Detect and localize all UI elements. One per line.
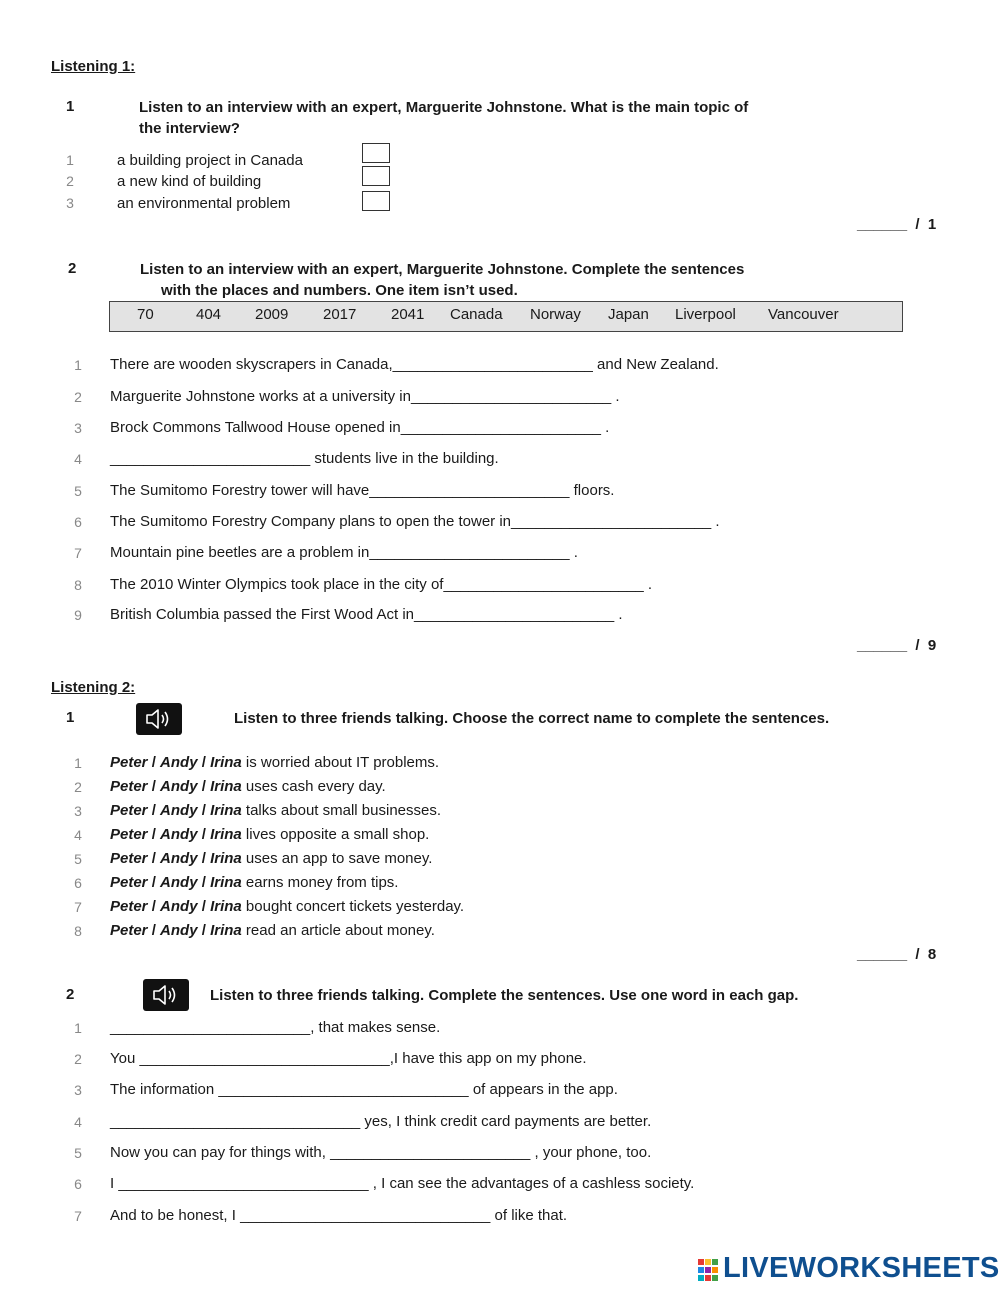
item-number: 7 — [74, 545, 82, 561]
gap-sentence[interactable]: ______________________________ yes, I think credit card payments are better. — [110, 1113, 652, 1130]
word-bank-item: Norway — [530, 306, 581, 323]
word-bank-item: 404 — [196, 306, 222, 323]
sentence-text: talks about small businesses. — [241, 802, 442, 819]
item-number: 5 — [74, 851, 82, 867]
option-number: 1 — [66, 152, 74, 168]
item-number: 5 — [74, 483, 82, 499]
option-text: an environmental problem — [117, 195, 291, 212]
choice-peter[interactable]: Peter — [110, 754, 148, 771]
item-number: 8 — [74, 577, 82, 593]
word-bank-item: Canada — [450, 306, 503, 323]
choice-irina[interactable]: Irina — [210, 754, 242, 771]
choice-separator: / — [147, 778, 161, 795]
choice-andy[interactable]: Andy — [160, 754, 198, 771]
answer-checkbox[interactable] — [362, 143, 390, 163]
choice-irina[interactable]: Irina — [210, 874, 242, 891]
item-number: 3 — [74, 420, 82, 436]
gap-sentence[interactable]: The information ______________________________ of appears in the app. — [110, 1081, 618, 1098]
option-text: a building project in Canada — [117, 152, 303, 169]
choice-separator: / — [197, 922, 211, 939]
question-instruction: Listen to an interview with an expert, Marguerite Johnstone. What is the main topic of — [139, 99, 749, 116]
item-number: 4 — [74, 451, 82, 467]
gap-sentence[interactable]: The Sumitomo Forestry Company plans to open the tower in________________________ . — [110, 513, 720, 530]
choice-separator: / — [197, 802, 211, 819]
word-bank-item: Liverpool — [675, 306, 736, 323]
choice-andy[interactable]: Andy — [160, 898, 198, 915]
question-number: 1 — [66, 709, 75, 726]
item-number: 4 — [74, 1114, 82, 1130]
word-bank-item: 2017 — [323, 306, 357, 323]
item-number: 9 — [74, 607, 82, 623]
choice-peter[interactable]: Peter — [110, 850, 148, 867]
question-instruction: Listen to an interview with an expert, Marguerite Johnstone. Complete the sentences — [140, 261, 745, 278]
item-number: 1 — [74, 755, 82, 771]
choice-peter[interactable]: Peter — [110, 826, 148, 843]
item-number: 5 — [74, 1145, 82, 1161]
gap-sentence[interactable]: And to be honest, I ______________________________ of like that. — [110, 1207, 568, 1224]
word-bank-item: 2009 — [255, 306, 289, 323]
choice-andy[interactable]: Andy — [160, 850, 198, 867]
question-instruction-cont: with the places and numbers. One item isn’t used. — [161, 282, 518, 299]
choice-separator: / — [197, 754, 211, 771]
choice-peter[interactable]: Peter — [110, 802, 148, 819]
choice-separator: / — [197, 778, 211, 795]
listening-2-heading: Listening 2: — [51, 679, 136, 696]
choice-separator: / — [197, 898, 211, 915]
sentence-text: uses cash every day. — [241, 778, 386, 795]
choice-separator: / — [197, 874, 211, 891]
question-instruction-cont: the interview? — [139, 120, 240, 137]
choice-peter[interactable]: Peter — [110, 874, 148, 891]
choice-separator: / — [147, 898, 161, 915]
choice-separator: / — [147, 826, 161, 843]
item-number: 7 — [74, 1208, 82, 1224]
score-field[interactable]: ______ / 9 — [857, 637, 937, 654]
option-text: a new kind of building — [117, 173, 262, 190]
question-number: 2 — [68, 260, 77, 277]
choice-andy[interactable]: Andy — [160, 922, 198, 939]
item-number: 1 — [74, 357, 82, 373]
choice-separator: / — [147, 874, 161, 891]
item-number: 1 — [74, 1020, 82, 1036]
choice-irina[interactable]: Irina — [210, 898, 242, 915]
gap-sentence[interactable]: The 2010 Winter Olympics took place in the city of________________________ . — [110, 576, 653, 593]
sentence-text: bought concert tickets yesterday. — [241, 898, 465, 915]
choice-separator: / — [147, 922, 161, 939]
word-bank-item: 70 — [137, 306, 154, 323]
logo-text: LIVEWORKSHEETS — [723, 1252, 1000, 1284]
sentence-text: lives opposite a small shop. — [241, 826, 430, 843]
item-number: 8 — [74, 923, 82, 939]
gap-sentence[interactable]: Now you can pay for things with, ________________________ , your phone, too. — [110, 1144, 652, 1161]
speaker-icon — [151, 983, 181, 1007]
audio-play-button[interactable] — [136, 703, 182, 735]
choice-sentence — [110, 754, 439, 771]
choice-sentence — [110, 826, 429, 843]
choice-sentence — [110, 850, 432, 867]
item-number: 4 — [74, 827, 82, 843]
choice-separator: / — [147, 850, 161, 867]
sentence-text: read an article about money. — [241, 922, 435, 939]
choice-sentence — [110, 778, 386, 795]
option-number: 2 — [66, 173, 74, 189]
sentence-text: uses an app to save money. — [241, 850, 433, 867]
word-bank-item: Vancouver — [768, 306, 839, 323]
choice-irina[interactable]: Irina — [210, 778, 242, 795]
item-number: 2 — [74, 389, 82, 405]
choice-peter[interactable]: Peter — [110, 898, 148, 915]
item-number: 3 — [74, 803, 82, 819]
gap-sentence[interactable]: ________________________ students live in the building. — [110, 450, 499, 467]
gap-sentence[interactable]: Mountain pine beetles are a problem in________________________ . — [110, 544, 578, 561]
gap-sentence[interactable]: You ______________________________,I have this app on my phone. — [110, 1050, 587, 1067]
item-number: 6 — [74, 514, 82, 530]
question-number: 2 — [66, 986, 75, 1003]
speaker-icon — [144, 707, 174, 731]
question-instruction: Listen to three friends talking. Complete the sentences. Use one word in each gap. — [210, 987, 799, 1004]
choice-peter[interactable]: Peter — [110, 922, 148, 939]
gap-sentence[interactable]: British Columbia passed the First Wood Act in________________________ . — [110, 606, 623, 623]
item-number: 2 — [74, 779, 82, 795]
gap-sentence[interactable]: The Sumitomo Forestry tower will have________________________ floors. — [110, 482, 615, 499]
item-number: 6 — [74, 1176, 82, 1192]
answer-checkbox[interactable] — [362, 166, 390, 186]
question-number: 1 — [66, 98, 75, 115]
gap-sentence[interactable]: There are wooden skyscrapers in Canada,________________________ and New Zealand. — [110, 356, 719, 373]
choice-sentence — [110, 898, 464, 915]
choice-separator: / — [197, 850, 211, 867]
choice-andy[interactable]: Andy — [160, 874, 198, 891]
score-field[interactable]: ______ / 8 — [857, 946, 937, 963]
choice-sentence — [110, 802, 441, 819]
gap-sentence[interactable]: I ______________________________ , I can see the advantages of a cashless society. — [110, 1175, 695, 1192]
choice-andy[interactable]: Andy — [160, 826, 198, 843]
item-number: 3 — [74, 1082, 82, 1098]
answer-checkbox[interactable] — [362, 191, 390, 211]
choice-sentence — [110, 922, 435, 939]
word-bank-item: 2041 — [391, 306, 425, 323]
item-number: 6 — [74, 875, 82, 891]
choice-sentence — [110, 874, 398, 891]
choice-peter[interactable]: Peter — [110, 778, 148, 795]
choice-separator: / — [147, 802, 161, 819]
choice-irina[interactable]: Irina — [210, 826, 242, 843]
choice-separator: / — [147, 754, 161, 771]
choice-andy[interactable]: Andy — [160, 778, 198, 795]
word-bank-item: Japan — [608, 306, 649, 323]
choice-andy[interactable]: Andy — [160, 802, 198, 819]
gap-sentence[interactable]: Brock Commons Tallwood House opened in________________________ . — [110, 419, 610, 436]
choice-irina[interactable]: Irina — [210, 802, 242, 819]
listening-1-heading: Listening 1: — [51, 58, 136, 75]
question-instruction: Listen to three friends talking. Choose the correct name to complete the sentences. — [234, 710, 830, 727]
gap-sentence[interactable]: ________________________, that makes sense. — [110, 1019, 441, 1036]
choice-irina[interactable]: Irina — [210, 850, 242, 867]
option-number: 3 — [66, 195, 74, 211]
item-number: 2 — [74, 1051, 82, 1067]
sentence-text: earns money from tips. — [241, 874, 399, 891]
gap-sentence[interactable]: Marguerite Johnstone works at a university in________________________ . — [110, 388, 620, 405]
choice-separator: / — [197, 826, 211, 843]
item-number: 7 — [74, 899, 82, 915]
choice-irina[interactable]: Irina — [210, 922, 242, 939]
sentence-text: is worried about IT problems. — [241, 754, 440, 771]
score-field[interactable]: ______ / 1 — [857, 216, 937, 233]
audio-play-button[interactable] — [143, 979, 189, 1011]
